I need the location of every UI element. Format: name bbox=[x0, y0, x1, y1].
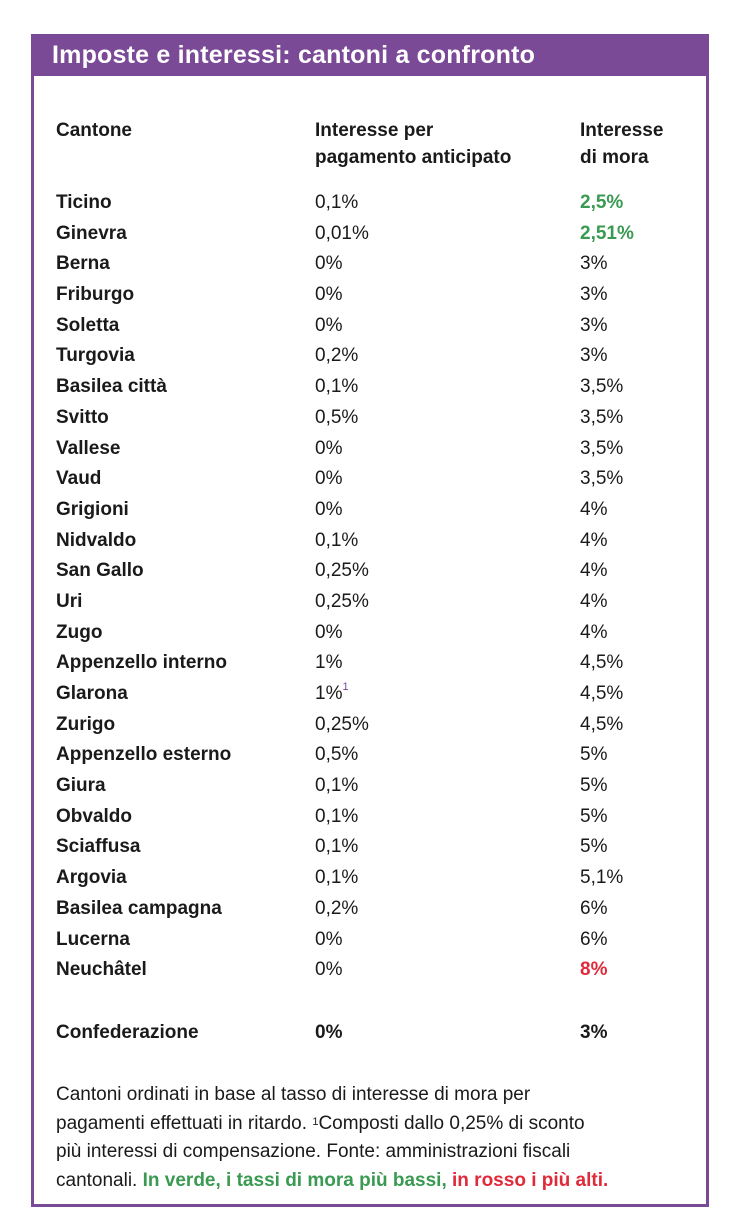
table-row bbox=[34, 466, 706, 497]
late-interest-rate: 4,5% bbox=[580, 652, 624, 674]
early-payment-rate: 0,01% bbox=[315, 222, 369, 244]
table-row bbox=[34, 712, 706, 743]
legend-red: in rosso i più alti bbox=[452, 1169, 603, 1191]
canton-name: Berna bbox=[56, 253, 110, 275]
table-row bbox=[34, 957, 706, 988]
table-row bbox=[34, 343, 706, 374]
late-interest-rate: 4% bbox=[580, 529, 608, 551]
table-row bbox=[34, 282, 706, 313]
early-payment-rate: 0,1% bbox=[315, 192, 359, 213]
late-interest-rate: 3,5% bbox=[580, 406, 624, 428]
late-interest-rate: 4,5% bbox=[580, 683, 624, 704]
table-row bbox=[34, 251, 706, 282]
canton-name: Vallese bbox=[56, 437, 121, 459]
footnote-marker: 1 bbox=[342, 681, 349, 693]
canton-name: Argovia bbox=[56, 867, 127, 889]
late-interest-rate: 5% bbox=[580, 805, 608, 827]
early-payment-rate: 0% bbox=[315, 498, 343, 520]
early-payment-rate: 0% bbox=[315, 253, 343, 275]
early-payment-rate: 0,5% bbox=[315, 744, 359, 766]
footnote: Cantoni ordinati in base al tasso di interesse di mora per pagamenti effettuati in ritardo. $^1$Composti dallo 0,25% di sconto più interessi di compensazione. Fonte: amministrazioni fiscali cantonali. In verde, i tassi di mora più bassi, in rosso i più alti. bbox=[56, 1084, 609, 1191]
canton-name: Friburgo bbox=[56, 284, 135, 306]
canton-name: Lucerna bbox=[56, 928, 130, 950]
confederation-early: 0% bbox=[315, 1022, 343, 1043]
canton-name: Turgovia bbox=[56, 345, 135, 367]
header-late-interest: Interesse di mora bbox=[580, 120, 664, 168]
early-payment-rate: 0% bbox=[315, 468, 343, 490]
comparison-card bbox=[31, 34, 709, 1207]
early-payment-rate: 0,1% bbox=[315, 836, 359, 858]
late-interest-rate: 3,5% bbox=[580, 437, 624, 459]
canton-name: Appenzello esterno bbox=[56, 744, 232, 766]
early-payment-rate: 0,25% bbox=[315, 713, 369, 735]
canton-name: Soletta bbox=[56, 314, 120, 336]
table-row bbox=[34, 528, 706, 559]
canton-name: Svitto bbox=[56, 406, 109, 428]
late-interest-rate: 5,1% bbox=[580, 867, 624, 889]
late-interest-rate: 2,51% bbox=[580, 222, 634, 244]
late-interest-rate: 8% bbox=[580, 959, 608, 981]
early-payment-rate: 0,2% bbox=[315, 897, 359, 919]
confederation-label: Confederazione bbox=[56, 1022, 199, 1043]
canton-name: Zurigo bbox=[56, 713, 116, 735]
late-interest-rate: 3,5% bbox=[580, 468, 624, 490]
table-row bbox=[34, 896, 706, 927]
table-row bbox=[34, 221, 706, 252]
table-row bbox=[34, 865, 706, 896]
early-payment-rate: 0,2% bbox=[315, 345, 359, 367]
late-interest-rate: 3% bbox=[580, 345, 608, 367]
early-payment-rate: 0% bbox=[315, 928, 343, 950]
table-row bbox=[34, 589, 706, 620]
early-payment-rate: 0% bbox=[315, 621, 343, 643]
canton-name: Sciaffusa bbox=[56, 836, 141, 858]
canton-name: Nidvaldo bbox=[56, 529, 137, 551]
late-interest-rate: 3,5% bbox=[580, 376, 624, 398]
canton-name: Obvaldo bbox=[56, 805, 133, 827]
table-row bbox=[34, 374, 706, 405]
table-row bbox=[34, 804, 706, 835]
late-interest-rate: 4% bbox=[580, 590, 608, 612]
canton-name: Giura bbox=[56, 775, 106, 797]
late-interest-rate: 4% bbox=[580, 498, 608, 520]
table-row bbox=[34, 742, 706, 773]
title-bar bbox=[34, 37, 706, 76]
table-row bbox=[34, 927, 706, 958]
late-interest-rate: 6% bbox=[580, 928, 608, 950]
canton-name: Neuchâtel bbox=[56, 959, 147, 981]
canton-name: San Gallo bbox=[56, 560, 144, 582]
canton-name: Vaud bbox=[56, 468, 102, 490]
early-payment-rate: 0,25% bbox=[315, 590, 369, 612]
table-row bbox=[34, 405, 706, 436]
late-interest-rate: 2,5% bbox=[580, 192, 624, 213]
late-interest-rate: 3% bbox=[580, 284, 608, 306]
table-row bbox=[34, 773, 706, 804]
canton-name: Zugo bbox=[56, 621, 103, 643]
early-payment-rate: 0,1% bbox=[315, 376, 359, 398]
table-row bbox=[34, 650, 706, 681]
early-payment-rate: 1% bbox=[315, 652, 343, 674]
early-payment-rate: 0,1% bbox=[315, 775, 359, 797]
table-row bbox=[34, 190, 706, 221]
table-row bbox=[34, 681, 706, 712]
early-payment-rate: 0,1% bbox=[315, 867, 359, 889]
legend-green: In verde, i tassi di mora più bassi bbox=[142, 1169, 442, 1191]
late-interest-rate: 5% bbox=[580, 775, 608, 797]
late-interest-rate: 6% bbox=[580, 897, 608, 919]
late-interest-rate: 4,5% bbox=[580, 713, 624, 735]
canton-name: Ginevra bbox=[56, 222, 127, 244]
canton-name: Grigioni bbox=[56, 498, 129, 520]
canton-name: Basilea città bbox=[56, 376, 167, 398]
early-payment-rate: 0,1% bbox=[315, 805, 359, 827]
header-early-payment: Interesse per pagamento anticipato bbox=[315, 120, 512, 168]
canton-table-body bbox=[34, 190, 706, 988]
table-row bbox=[34, 620, 706, 651]
early-payment-rate: 0% bbox=[315, 959, 343, 981]
late-interest-rate: 3% bbox=[580, 314, 608, 336]
canton-name: Glarona bbox=[56, 683, 128, 704]
canton-name: Ticino bbox=[56, 192, 112, 213]
early-payment-rate: 1%$^1$ bbox=[315, 681, 349, 704]
late-interest-rate: 4% bbox=[580, 560, 608, 582]
confederation-row bbox=[34, 1022, 706, 1052]
early-payment-rate: 0,1% bbox=[315, 529, 359, 551]
table-row bbox=[34, 558, 706, 589]
late-interest-rate: 5% bbox=[580, 836, 608, 858]
header-canton: Cantone bbox=[56, 120, 132, 141]
early-payment-rate: 0,25% bbox=[315, 560, 369, 582]
late-interest-rate: 5% bbox=[580, 744, 608, 766]
early-payment-rate: 0% bbox=[315, 437, 343, 459]
confederation-late: 3% bbox=[580, 1022, 608, 1043]
table-row bbox=[34, 497, 706, 528]
early-payment-rate: 0% bbox=[315, 314, 343, 336]
table-row bbox=[34, 834, 706, 865]
early-payment-rate: 0% bbox=[315, 284, 343, 306]
page-title: Imposte e interessi: cantoni a confronto bbox=[52, 41, 536, 69]
canton-name: Basilea campagna bbox=[56, 897, 222, 919]
early-payment-rate: 0,5% bbox=[315, 406, 359, 428]
table-row bbox=[34, 436, 706, 467]
late-interest-rate: 3% bbox=[580, 253, 608, 275]
late-interest-rate: 4% bbox=[580, 621, 608, 643]
canton-name: Uri bbox=[56, 590, 83, 612]
table-row bbox=[34, 313, 706, 344]
canton-name: Appenzello interno bbox=[56, 652, 227, 674]
